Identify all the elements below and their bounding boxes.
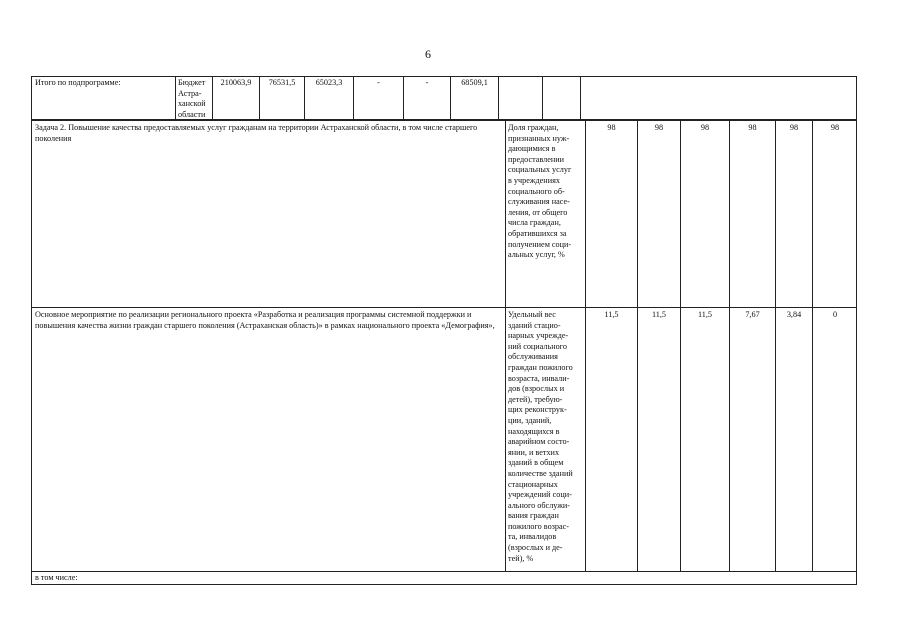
footer-row — [31, 572, 857, 585]
event-value: 11,5 — [651, 310, 667, 319]
indicators-table — [31, 120, 857, 572]
summary-value: 68509,1 — [461, 78, 488, 87]
event-text: Основное мероприятие по реализации регионального проекта «Разработка и реализация программы системной поддержки и повышения качества жизни граждан старшего поколения (Астраханская область)» в рамках национального проекта «Демография», — [35, 310, 495, 330]
event-value: 11,5 — [604, 310, 619, 319]
summary-label: Итого по подпрограмме: — [35, 78, 121, 87]
summary-value: 210063,9 — [220, 78, 252, 87]
task-value: 98 — [789, 123, 799, 132]
task-value: 98 — [748, 123, 757, 132]
task-text: Задача 2. Повышение качества предоставляемых услуг гражданам на территории Астраханской области, в том числе старшего поколения — [35, 123, 478, 143]
summary-value: - — [377, 78, 380, 87]
summary-value: 65023,3 — [315, 78, 343, 87]
task-value: 98 — [700, 123, 710, 132]
task-value: 98 — [654, 123, 664, 132]
event-value: 7,67 — [745, 310, 760, 319]
summary-value: - — [425, 78, 429, 87]
summary-value: 76531,5 — [268, 78, 296, 87]
page-number: 6 — [425, 47, 431, 61]
task-indicator: Доля граждан, признанных нуж- дающимися в предоставлении социальных услуг в учреждениях социального об- служивания насе- ления, от общего числа граждан, обратившихся за получением соци- альных услуг, % — [508, 123, 572, 260]
event-indicator: Удельный вес зданий стацио- нарных учрежде- ний социального обслуживания граждан пожилого возраста, инвали- дов (взрослых и детей), требую- щих реконструк- ции, зданий, находящихся в аварийном состо- янии, и ветхих зданий в общем количестве зданий стационарных учреждений соци- ального обслужи- вания граждан пожилого возрас- та, инвалидов (взрослых и де- тей), % — [508, 310, 573, 563]
event-value: 11,5 — [697, 310, 713, 319]
event-value: 3,84 — [786, 310, 802, 319]
task-value: 98 — [830, 123, 840, 132]
summary-row — [31, 76, 857, 120]
footer-text: в том числе: — [35, 573, 78, 582]
summary-source: Бюджет Астра- ханской области — [178, 78, 206, 119]
task-value: 98 — [607, 123, 616, 132]
event-value: 0 — [832, 310, 838, 319]
